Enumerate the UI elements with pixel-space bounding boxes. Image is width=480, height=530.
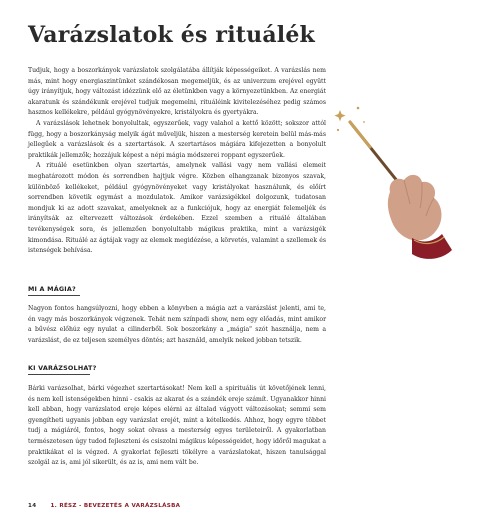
- paragraph-3: A rituálé esetünkben olyan szertartás, amelynek vallási vagy nem vallási elemeit meghatározott módon és sorrendben hajtjuk végre. Közben elhangzanak bizonyos szavak, különböző kellékeket, például gyógynövényeket vagy kristályokat használunk, és előírt sorrendben követik egymást a mozdulatok. Amikor varázsigékkel dolgozunk, tudatosan mondjuk ki az adott szavakat, amelyeknek az a funkciójuk, hogy az energiát felemeljék és irányítsák az eltervezett változások érdekében. Ezzel szemben a rituálé általában tevékenységek sora, és jellemzően bonyolultabb mágikus praktika, mint a varázsigék kimondása. Rituálé az ágtájak vagy az elemek megidézése, a körvetés, valamint a szellemek és istenségek behívása.: [28, 162, 326, 255]
- hand-holding-wand-icon: [330, 100, 470, 260]
- section-heading-ki-varazsolhat: KI VARÁZSOLHAT?: [28, 364, 97, 372]
- section-label: 1. RÉSZ - BEVEZETÉS A VARÁZSLÁSBA: [50, 503, 181, 509]
- page-number: 14: [28, 503, 37, 509]
- intro-text: [28, 66, 326, 257]
- section-1-text: [28, 304, 326, 346]
- page-footer: [28, 503, 180, 509]
- heading-underline: [28, 374, 90, 375]
- section-2-paragraph: Bárki varázsolhat, bárki végezhet szertartásokat! Nem kell a spirituális út követőjének lenni, és nem kell istenségekben hinni - csakis az akarat és a szándék ereje számít. Ugyanakkor hinni kell abban, hogy varázslatod ereje képes elérni az általad vágyott változásokat; semmi sem gyengítheti ugyanis jobban egy varázslat erejét, mint a kételkedés. Ahhoz, hogy egyre többet tudj a mágiáról, fontos, hogy sokat olvass a mesterség egyes területeiről. A gyakorlatban természetesen úgy tudod fejleszteni és csiszolni mágikus képességeidet, hogy időről magukat a praktikákat el is végzed. A gyakorlat fejleszti tökélyre a varázslatokat, hiszen tanulsággal szolgál az is, ami jól sikerült, és az is, ami nem vált be.: [28, 385, 326, 467]
- paragraph-2: A varázslások lehetnek bonyolultak, egyszerűek, vagy valahol a kettő között; sokszor attól függ, hogy a boszorkányság melyik ágát műveljük, hiszen a mesterség keretein belül más-más jellegűek a varázslások és a szertartások. A szertartásos mágiára kifejezetten a bonyolult praktikák jellemzők; hozzájuk képest a népi mágia módszerei roppant egyszerűek.: [28, 119, 326, 159]
- section-2-text: [28, 384, 326, 469]
- section-1-paragraph: Nagyon fontos hangsúlyozni, hogy ebben a könyvben a mágia azt a varázslást jelenti, ami te, én vagy más boszorkányok végzenek. Tehát nem színpadi show, nem egy előadás, mint amikor a bűvész előhúz egy nyulat a cilinderből. Sok boszorkány a „mágia" szót használja, nem a varázslást, de ez teljesen személyes döntés; azt használd, amelyik neked jobban tetszik.: [28, 305, 326, 344]
- page-title: Varázslatok és rituálék: [28, 22, 315, 48]
- section-heading-mi-a-magia: MI A MÁGIA?: [28, 285, 76, 293]
- paragraph-1: Tudjuk, hogy a boszorkányok varázslatok szolgálatába állítják képességeiket. A varázslás nem más, mint hogy energiaszintünket szándékosan megemeljük, és az univerzum erejével együtt úgy irányítjuk, hogy változást idézzünk elő az életünkben vagy a környezetünkben. Az energiát akaratunk és szándékunk erejével tudjuk megemelni, rituáléink kivitelezéséhez pedig számos hasznos kellékekre, például gyógynövényekre, kristályokra és gyertyákra.: [28, 67, 326, 117]
- heading-underline: [28, 295, 80, 296]
